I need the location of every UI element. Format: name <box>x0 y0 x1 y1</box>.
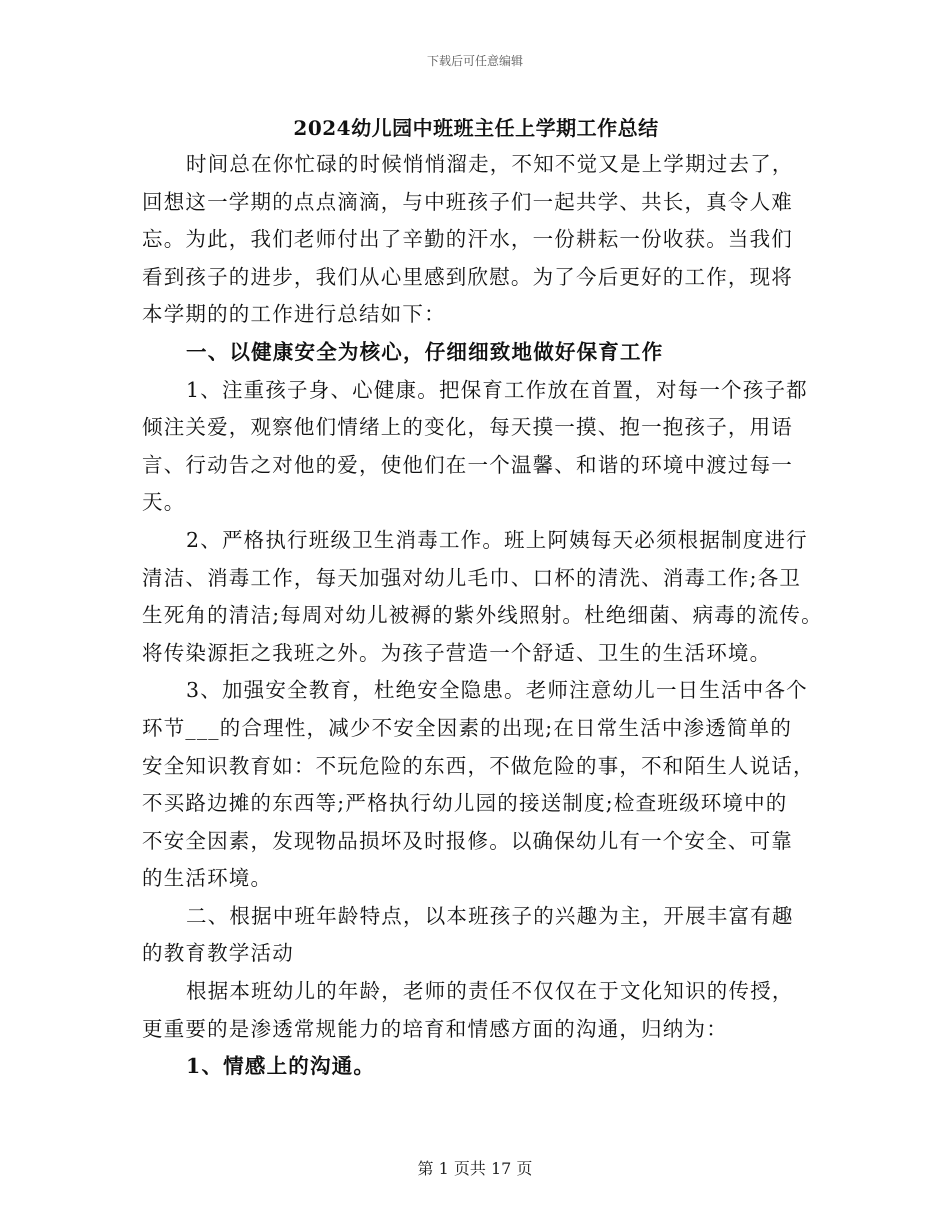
text-line: 将传染源拒之我班之外。为孩子营造一个舒适、卫生的生活环境。 <box>142 640 772 665</box>
text-line: 更重要的是渗透常规能力的培育和情感方面的沟通，归纳为： <box>142 1016 728 1041</box>
text-line: 的生活环境。 <box>142 866 273 891</box>
text-line: 一、以健康安全为核心，仔细细致地做好保育工作 <box>186 339 664 364</box>
text-line: 时间总在你忙碌的时候悄悄溜走，不知不觉又是上学期过去了， <box>186 152 794 176</box>
document-body <box>142 112 823 1086</box>
text-line: 1、情感上的沟通。 <box>186 1054 376 1079</box>
item-paragraph-3 <box>142 672 815 898</box>
section-2-body <box>142 973 810 1048</box>
text-line: 2、严格执行班级卫生消毒工作。班上阿姨每天必须根据制度进行 <box>186 527 808 552</box>
document-title: 2024幼儿园中班班主任上学期工作总结 <box>293 116 659 140</box>
text-line: 二、根据中班年龄特点，以本班孩子的兴趣为主，开展丰富有趣 <box>186 903 794 928</box>
item-paragraph-2 <box>142 522 823 672</box>
text-line: 言、行动告之对他的爱，使他们在一个温馨、和谐的环境中渡过每一 <box>142 452 793 477</box>
text-line: 不买路边摊的东西等;严格执行幼儿园的接送制度;检查班级环境中的 <box>142 791 788 816</box>
text-line: 生死角的清洁;每周对幼儿被褥的紫外线照射。杜绝细菌、病毒的流传。 <box>142 603 823 628</box>
item-paragraph-1 <box>142 372 810 522</box>
text-line: 回想这一学期的点点滴滴，与中班孩子们一起共学、共长，真令人难 <box>142 189 793 214</box>
section-heading-1 <box>142 334 810 372</box>
text-line: 环节___的合理性，减少不安全因素的出现;在日常生活中渗透简单的 <box>142 715 793 740</box>
text-line: 不安全因素，发现物品损坏及时报修。以确保幼儿有一个安全、可靠 <box>142 828 793 853</box>
page-number: 第 1 页共 17 页 <box>417 1159 533 1178</box>
text-line: 倾注关爱，观察他们情绪上的变化，每天摸一摸、抱一抱孩子，用语 <box>142 415 793 440</box>
text-line: 的教育教学活动 <box>142 941 294 966</box>
text-line: 天。 <box>142 490 186 515</box>
subsection-heading-1 <box>142 1048 810 1086</box>
text-line: 3、加强安全教育，杜绝安全隐患。老师注意幼儿一日生活中各个 <box>186 678 808 703</box>
text-line: 忘。为此，我们老师付出了辛勤的汗水，一份耕耘一份收获。当我们 <box>142 227 793 252</box>
text-line: 安全知识教育如：不玩危险的东西，不做危险的事，不和陌生人说话， <box>142 753 815 778</box>
intro-paragraph <box>142 146 810 334</box>
text-line: 本学期的的工作进行总结如下： <box>142 302 446 327</box>
text-line: 1、注重孩子身、心健康。把保育工作放在首置，对每一个孩子都 <box>186 377 808 402</box>
text-line: 根据本班幼儿的年龄，老师的责任不仅仅在于文化知识的传授， <box>186 979 794 1004</box>
text-line: 清洁、消毒工作，每天加强对幼儿毛巾、口杯的清洗、消毒工作;各卫 <box>142 565 802 590</box>
section-heading-2 <box>142 898 810 973</box>
text-line: 看到孩子的进步，我们从心里感到欣慰。为了今后更好的工作，现将 <box>142 264 793 289</box>
page-header-note: 下载后可任意编辑 <box>426 54 523 68</box>
